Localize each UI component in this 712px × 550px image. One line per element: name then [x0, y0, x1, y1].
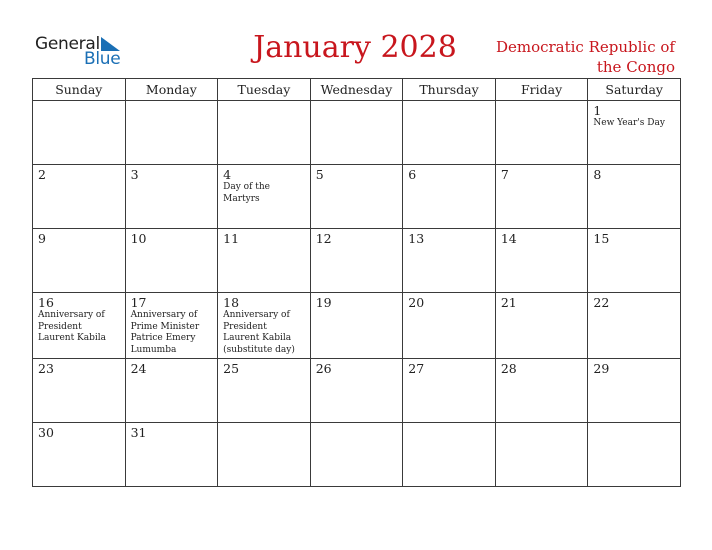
day-cell [588, 229, 681, 293]
day-number: 1 [593, 103, 602, 118]
day-cell [310, 165, 403, 229]
day-number: 29 [593, 361, 610, 376]
day-cell [125, 359, 218, 423]
day-cell [588, 165, 681, 229]
day-cell [403, 229, 496, 293]
empty-day-cell [495, 423, 588, 487]
empty-day-cell [125, 101, 218, 165]
day-number: 28 [500, 361, 517, 376]
week-row [33, 229, 681, 293]
empty-day-cell [495, 101, 588, 165]
day-cell [588, 359, 681, 423]
day-number: 11 [223, 231, 240, 246]
day-number: 2 [38, 167, 46, 182]
day-cell [403, 359, 496, 423]
week-row [33, 359, 681, 423]
day-number: 7 [500, 167, 509, 182]
day-number: 16 [38, 295, 54, 310]
day-cell [125, 293, 218, 359]
country-name-line1: Democratic Republic of [495, 38, 675, 56]
day-number: 24 [130, 361, 147, 376]
logo-text-blue: Blue [84, 49, 121, 69]
day-number: 5 [315, 167, 324, 182]
holiday-label: Anniversary of President Laurent Kabila [38, 310, 107, 343]
day-cell [403, 165, 496, 229]
day-number: 15 [593, 231, 610, 246]
empty-day-cell [403, 101, 496, 165]
day-cell [218, 165, 311, 229]
calendar-grid [32, 78, 681, 487]
empty-day-cell [403, 423, 496, 487]
day-number: 27 [408, 361, 425, 376]
day-number: 8 [593, 167, 602, 182]
empty-day-cell [310, 101, 403, 165]
calendar-body [33, 101, 681, 487]
day-cell [495, 359, 588, 423]
weekday-wednesday: Wednesday [310, 79, 403, 101]
day-cell [33, 165, 126, 229]
day-number: 31 [130, 425, 147, 440]
empty-day-cell [33, 101, 126, 165]
day-number: 10 [130, 231, 147, 246]
day-cell [33, 423, 126, 487]
day-cell [495, 229, 588, 293]
weekday-saturday: Saturday [588, 79, 681, 101]
day-cell [218, 293, 311, 359]
day-number: 20 [408, 295, 425, 310]
weekday-header-row [33, 79, 681, 101]
day-cell [33, 293, 126, 359]
empty-day-cell [588, 423, 681, 487]
weekday-sunday: Sunday [33, 79, 126, 101]
weekday-friday: Friday [495, 79, 588, 101]
week-row [33, 101, 681, 165]
day-cell [310, 359, 403, 423]
country-name [455, 37, 675, 77]
day-number: 4 [223, 167, 232, 182]
week-row [33, 423, 681, 487]
day-number: 25 [223, 361, 240, 376]
holiday-label: Anniversary of Prime Minister Patrice Emery Lumumba [130, 310, 200, 355]
day-number: 13 [408, 231, 425, 246]
day-cell [310, 229, 403, 293]
day-cell [125, 165, 218, 229]
day-number: 22 [593, 295, 610, 310]
weekday-thursday: Thursday [403, 79, 496, 101]
day-number: 17 [130, 295, 147, 310]
day-cell [403, 293, 496, 359]
day-number: 12 [315, 231, 332, 246]
day-number: 19 [315, 295, 332, 310]
day-number: 23 [38, 361, 54, 376]
day-number: 9 [38, 231, 46, 246]
day-cell [588, 101, 681, 165]
day-number: 21 [500, 295, 517, 310]
day-number: 26 [315, 361, 332, 376]
generalblue-logo [35, 34, 130, 70]
empty-day-cell [218, 423, 311, 487]
day-cell [125, 423, 218, 487]
holiday-label: Anniversary of President Laurent Kabila (substitute day) [223, 310, 295, 355]
day-cell [125, 229, 218, 293]
holiday-label: New Year's Day [593, 118, 665, 128]
country-name-line2: the Congo [596, 58, 675, 76]
empty-day-cell [218, 101, 311, 165]
day-cell [33, 229, 126, 293]
day-cell [218, 359, 311, 423]
day-cell [33, 359, 126, 423]
day-cell [495, 293, 588, 359]
calendar-title: January 2028 [253, 30, 457, 65]
day-cell [588, 293, 681, 359]
weekday-monday: Monday [125, 79, 218, 101]
day-cell [495, 165, 588, 229]
day-number: 3 [130, 167, 139, 182]
day-number: 14 [500, 231, 517, 246]
week-row [33, 165, 681, 229]
week-row [33, 293, 681, 359]
day-cell [310, 293, 403, 359]
day-cell [218, 229, 311, 293]
day-number: 30 [38, 425, 54, 440]
day-number: 18 [223, 295, 240, 310]
weekday-tuesday: Tuesday [218, 79, 311, 101]
holiday-label: Day of the Martyrs [223, 182, 271, 204]
logo-text-general: General [35, 34, 100, 54]
day-number: 6 [408, 167, 417, 182]
empty-day-cell [310, 423, 403, 487]
